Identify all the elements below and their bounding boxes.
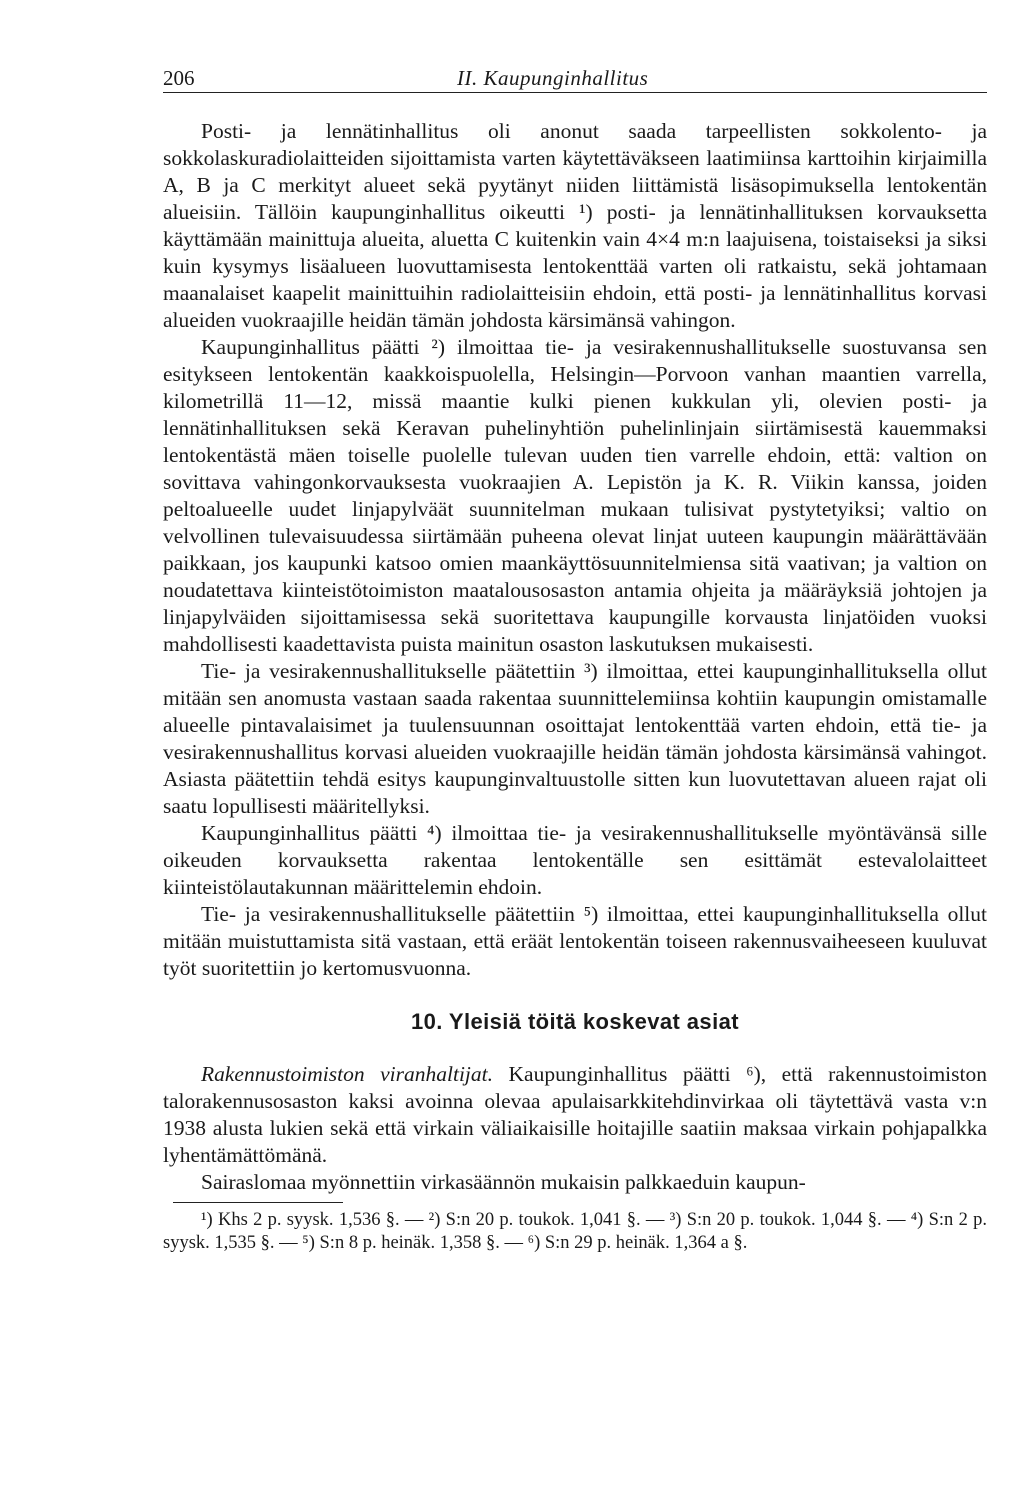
page-header: [163, 62, 987, 93]
section-subheading: Rakennustoimiston viranhaltijat.: [201, 1062, 493, 1086]
section-title: 10. Yleisiä töitä koskevat asiat: [411, 1009, 739, 1034]
section-paragraph: [163, 1061, 987, 1169]
page-body: [163, 118, 987, 1255]
section-paragraph: Sairaslomaa myönnettiin virkasäännön mukaisin palkkaeduin kaupun-: [201, 1170, 806, 1194]
paragraph: Kaupunginhallitus päätti ²) ilmoittaa tie- ja vesirakennushallitukselle suostuvansa sen esitykseen lentokentän kaakkoispuolella, Helsingin—Porvoon vanhan maantien varrella, kilometrillä 11—12, missä maantie kulki pienen kukkulan yli, olevien posti- ja lennätinhallituksen sekä Keravan puhelinyhtiön puhelinlinjain siirtämisestä kauemmaksi lentokentästä mäen toiselle puolelle tulevan uuden tien varrelle ehdoin, että: valtion on sovittava vahingonkorvauksesta vuokraajien A. Lepistön ja K. R. Viikin kanssa, joiden peltoalueelle uudet linjapylväät suunnitelman mukaan tulisivat pystytetyiksi; valtio on velvollinen tulevaisuudessa siirtämään puheena olevat linjat uuteen kaupungin määrättävään paikkaan, jos kaupunki katsoo omien maankäyttösuunnitelmiensa sitä vaativan; ja valtion on noudatettava kiinteistötoimiston maatalousosaston antamia ohjeita ja määräyksiä johtojen ja linjapylväiden sijoittamisessa sekä suoritettava kaupungille korvausta linjatöiden vuoksi mahdollisesti kaadettavista puista mainitun osaston laskutuksen mukaisesti.: [163, 335, 987, 656]
paragraph: Tie- ja vesirakennushallitukselle päätettiin ⁵) ilmoittaa, ettei kaupunginhallituksella ollut mitään muistuttamista sitä vastaan, että eräät lentokentän toiseen rakennusvaiheeseen kuuluvat työt suoritettiin jo kertomusvuonna.: [163, 902, 987, 980]
running-title: II. Kaupunginhallitus: [457, 66, 649, 90]
footnotes: ¹) Khs 2 p. syysk. 1,536 §. — ²) S:n 20 p. toukok. 1,041 §. — ³) S:n 20 p. toukok. 1,044 §. — ⁴) S:n 2 p. syysk. 1,535 §. — ⁵) S:n 8 p. heinäk. 1,358 §. — ⁶) S:n 29 p. heinäk. 1,364 a §.: [163, 1210, 987, 1253]
paragraph: Kaupunginhallitus päätti ⁴) ilmoittaa tie- ja vesirakennushallitukselle myöntävänsä sille oikeuden korvauksetta rakentaa lentokentälle sen esittämät estevalolaitteet kiinteistölautakunnan määrittelemin ehdoin.: [163, 821, 987, 899]
paragraph: Posti- ja lennätinhallitus oli anonut saada tarpeellisten sokkolento- ja sokkolaskuradiolaitteiden sijoittamista varten käytettäväkseen laatimiinsa karttoihin kirjaimilla A, B ja C merkityt alueet sekä pyytänyt niiden liittämistä lisäsopimuksella lentokentän alueisiin. Tällöin kaupunginhallitus oikeutti ¹) posti- ja lennätinhallituksen korvauksetta käyttämään mainittuja alueita, aluetta C kuitenkin vain 4×4 m:n laajuisena, toistaiseksi ja siksi kuin kysymys lisäalueen luovuttamisesta lentokenttää varten oli ratkaistu, sekä johtamaan maanalaiset kaapelit mainittuihin radiolaitteisiin ehdoin, että posti- ja lennätinhallitus korvasi alueiden vuokraajille heidän tämän johdosta kärsimänsä vahingon.: [163, 119, 987, 332]
page-number: 206: [163, 66, 195, 90]
section-paragraph-text: Kaupunginhallitus päätti ⁶), että rakennustoimiston talorakennusosaston kaksi avoinna olevaa apulaisarkkitehdinvirkaa oli täytettävä vasta v:n 1938 alusta lukien sekä että virkain väliaikaisille hoitajille saatiin maksaa virkain pohjapalkka lyhentämättömänä.: [163, 1062, 987, 1167]
paragraph: Tie- ja vesirakennushallitukselle päätettiin ³) ilmoittaa, ettei kaupunginhallituksella ollut mitään sen anomusta vastaan saada rakentaa suunnittelemiinsa kohtiin kaupungin omistamalle alueelle pintavalaisimet ja tuulensuunnan osoittajat lentokenttää varten ehdoin, että tie- ja vesirakennushallitus korvasi alueiden vuokraajille heidän tämän johdosta kärsimänsä vahingot. Asiasta päätettiin tehdä esitys kaupunginvaltuustolle sitten kun luovutettavan alueen rajat oli saatu lopullisesti määritellyksi.: [163, 659, 987, 818]
footnote-divider: [173, 1202, 343, 1203]
